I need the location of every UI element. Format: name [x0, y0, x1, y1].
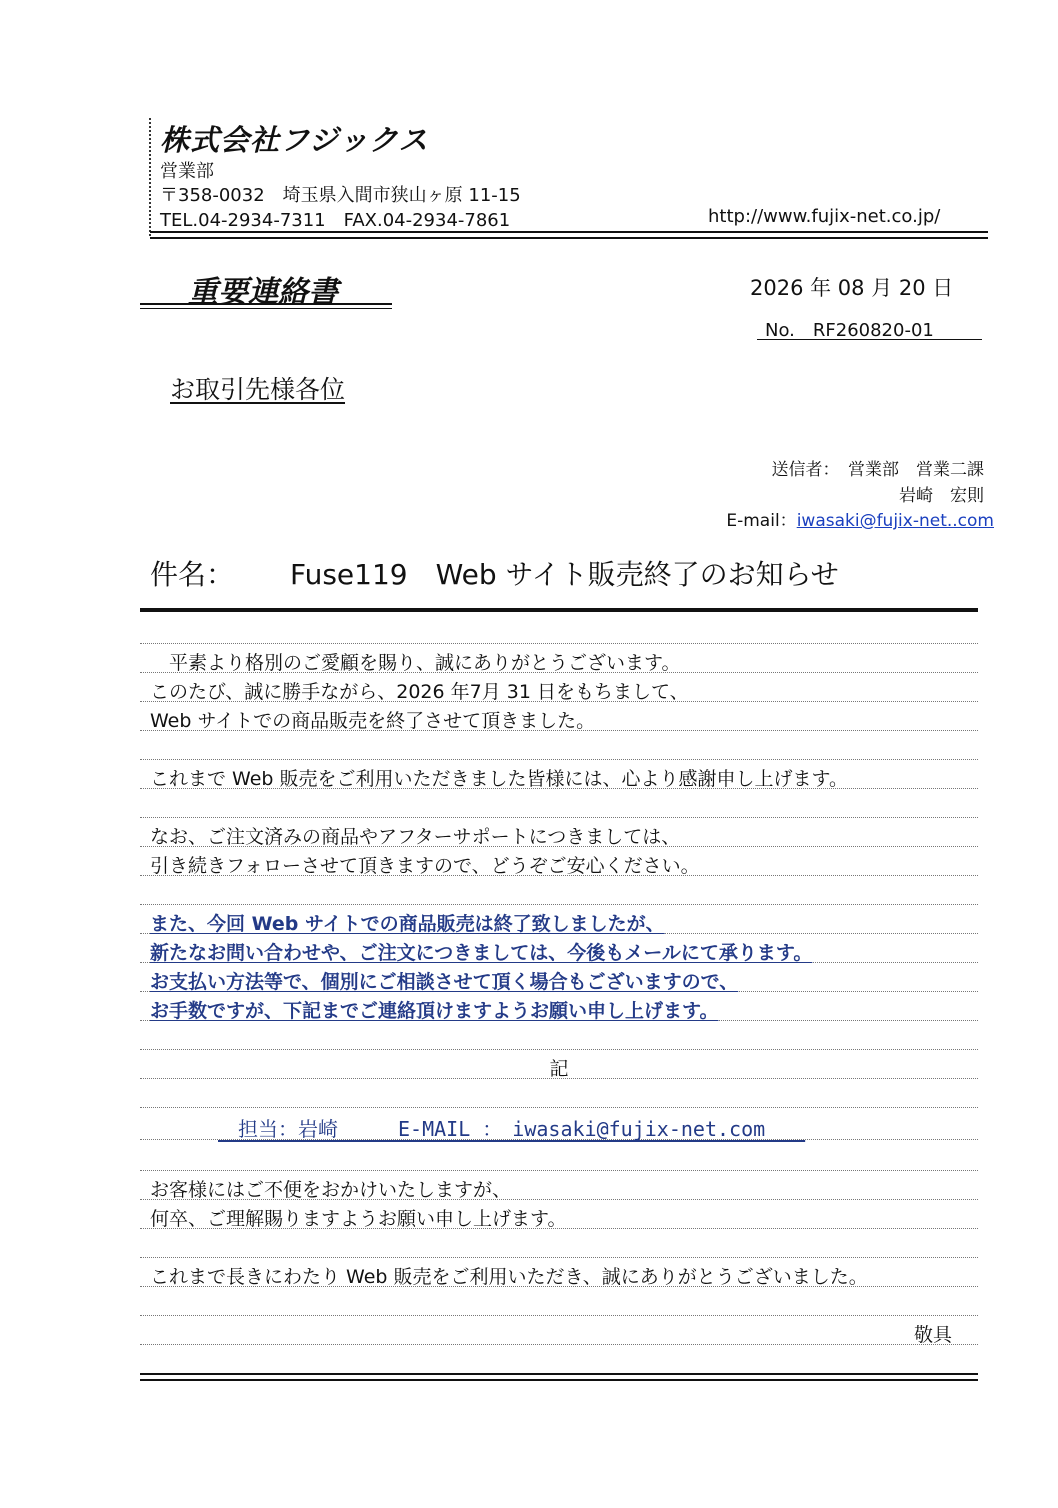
keigu-signoff: 敬具	[913, 1324, 952, 1346]
greeting-text: 平素より格別のご愛顧を賜り、誠にありがとうございます。	[150, 652, 681, 674]
body-line-highlight	[140, 962, 978, 992]
body-line	[140, 1078, 978, 1108]
body-line-blank	[140, 614, 978, 644]
body-line	[140, 875, 978, 905]
document-title: 重要連絡書	[188, 275, 338, 310]
body-line	[140, 1228, 978, 1258]
company-name: 株式会社フジックス	[160, 123, 429, 157]
body-text: このたび、誠に勝手ながら、2026 年7月 31 日をもちまして、	[150, 681, 689, 703]
body-text: Web サイトでの商品販売を終了させて頂きました。	[150, 710, 596, 732]
closing-text: これまで長きにわたり Web 販売をご利用いただき、誠にありがとうございました。	[150, 1266, 868, 1288]
highlight-text: 新たなお問い合わせや、ご注文につきましては、今後もメールにて承ります。	[150, 942, 813, 964]
tel-fax: TEL.04-2934-7311 FAX.04-2934-7861	[160, 210, 511, 231]
highlight-text: お支払い方法等で、個別にご相談させて頂く場合もございますので、	[150, 971, 739, 993]
body-text: お客様にはご不便をおかけいたしますが、	[150, 1179, 512, 1201]
recipient: お取引先様各位	[170, 375, 346, 404]
sender-email-line	[726, 506, 994, 531]
subject-line	[150, 553, 839, 593]
document-number-underline	[757, 339, 982, 340]
highlight-text: お手数ですが、下記までご連絡頂けますようお願い申し上げます。	[150, 1000, 719, 1022]
ki-heading: 記	[549, 1058, 569, 1080]
title-underline	[140, 303, 392, 309]
body-line-highlight	[140, 991, 978, 1021]
body-line	[140, 1020, 978, 1050]
body-line	[140, 788, 978, 818]
body-line	[140, 759, 978, 789]
sender-name: 岩崎 宏則	[899, 486, 984, 506]
body-line	[140, 1199, 978, 1229]
contact-info[interactable]: 担当：岩崎 E-MAIL ： iwasaki@fujix-net.com	[218, 1117, 806, 1141]
body-line	[140, 643, 978, 673]
department: 営業部	[160, 161, 214, 182]
body-line	[140, 1170, 978, 1200]
body-line	[140, 701, 978, 731]
body-line-highlight	[140, 933, 978, 963]
body-line-contact	[140, 1110, 978, 1140]
sender-email-label: E-mail：	[726, 511, 797, 531]
address: 〒358-0032 埼玉県入間市狭山ヶ原 11-15	[160, 185, 521, 206]
subject-divider	[140, 608, 978, 612]
body-line	[140, 1315, 978, 1345]
body-line	[140, 672, 978, 702]
body-line	[140, 846, 978, 876]
body-text: 引き続きフォローさせて頂きますので、どうぞご安心ください。	[150, 855, 700, 877]
letterhead-dotted-rule	[149, 118, 151, 236]
body-line	[140, 817, 978, 847]
sender-email-link[interactable]: iwasaki@fujix-net..com	[796, 511, 994, 531]
document-date: 2026 年 08 月 20 日	[750, 276, 954, 300]
website-url[interactable]: http://www.fujix-net.co.jp/	[708, 206, 941, 227]
document-number: No. RF260820-01	[765, 320, 934, 341]
body-text: 何卒、ご理解賜りますようお願い申し上げます。	[150, 1208, 567, 1230]
bottom-divider	[140, 1373, 978, 1381]
body-text: なお、ご注文済みの商品やアフターサポートにつきましては、	[150, 826, 681, 848]
body-line-blank	[140, 1344, 978, 1373]
letterhead-divider	[150, 231, 988, 239]
sender-department: 送信者： 営業部 営業二課	[771, 460, 984, 480]
body-line	[140, 1286, 978, 1316]
body-line	[140, 1257, 978, 1287]
subject-label: 件名：	[150, 558, 235, 591]
body-line	[140, 730, 978, 760]
subject-text: Fuse119 Web サイト販売終了のお知らせ	[290, 558, 839, 591]
highlight-text: また、今回 Web サイトでの商品販売は終了致しましたが、	[150, 913, 665, 935]
body-text: これまで Web 販売をご利用いただきました皆様には、心より感謝申し上げます。	[150, 768, 848, 790]
body-line	[140, 1141, 978, 1171]
body-line	[140, 1049, 978, 1079]
body-line-highlight	[140, 904, 978, 934]
